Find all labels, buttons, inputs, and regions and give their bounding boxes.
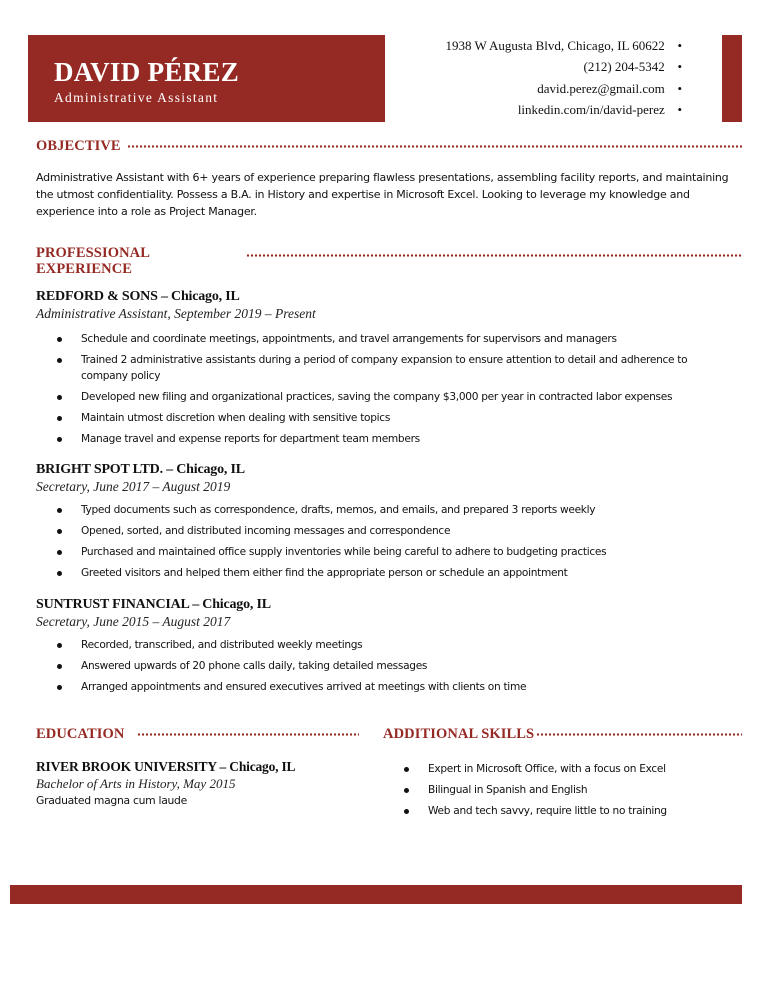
dotted-divider: [127, 145, 742, 148]
contact-address: [445, 35, 682, 56]
job-role: Secretary, June 2017 – August 2019: [36, 479, 231, 494]
bullet-icon: [57, 550, 62, 555]
job-bullets: [57, 502, 717, 586]
list-item: [57, 389, 717, 405]
bullet-text: Recorded, transcribed, and distributed weekly meetings: [81, 639, 363, 651]
bullet-icon: •: [677, 59, 682, 75]
name-banner: [28, 35, 385, 122]
bullet-icon: •: [677, 38, 682, 53]
bullet-icon: [57, 358, 62, 363]
bullet-icon: [57, 529, 62, 534]
honors: Graduated magna cum laude: [36, 794, 187, 807]
footer-accent-bar: [10, 885, 742, 904]
list-item: [57, 565, 717, 581]
list-item: [57, 523, 717, 539]
job-company: SUNTRUST FINANCIAL – Chicago, IL: [36, 597, 271, 612]
skill-text: Bilingual in Spanish and English: [428, 784, 588, 796]
list-item: [57, 331, 717, 347]
linkedin-link[interactable]: linkedin.com/in/david-perez: [517, 101, 665, 117]
bullet-text: Schedule and coordinate meetings, appointments, and travel arrangements for supervisors and managers: [81, 333, 617, 345]
bullet-icon: [404, 767, 409, 772]
bullet-text: Maintain utmost discretion when dealing with sensitive topics: [81, 412, 391, 424]
skills-heading: ADDITIONAL SKILLS: [383, 726, 535, 742]
bullet-icon: [57, 416, 62, 421]
bullet-icon: [57, 337, 62, 342]
bullet-icon: •: [677, 101, 682, 117]
phone-text: (212) 204-5342: [583, 59, 665, 75]
contact-phone: [445, 56, 682, 77]
experience-heading-line2: EXPERIENCE: [36, 261, 133, 277]
list-item: [57, 658, 717, 674]
list-item: [57, 679, 717, 695]
bullet-text: Typed documents such as correspondence, drafts, memos, and emails, and prepared 3 reports weekly: [81, 504, 596, 516]
experience-heading-line1: PROFESSIONAL: [36, 245, 150, 261]
degree: Bachelor of Arts in History, May 2015: [36, 776, 236, 791]
list-item: [404, 803, 744, 819]
dotted-divider: [536, 733, 742, 736]
bullet-icon: [404, 809, 409, 814]
list-item: [57, 431, 717, 447]
address-text: 1938 W Augusta Blvd, Chicago, IL 60622: [445, 38, 665, 53]
accent-side-bar: [722, 35, 742, 122]
job-bullets: [57, 331, 717, 452]
bullet-icon: •: [677, 80, 682, 96]
bullet-icon: [57, 437, 62, 442]
job-role: Secretary, June 2015 – August 2017: [36, 614, 231, 629]
list-item: [57, 410, 717, 426]
bullet-icon: [57, 643, 62, 648]
job-bullets: [57, 637, 717, 700]
bullet-text: Opened, sorted, and distributed incoming messages and correspondence: [81, 525, 451, 537]
bullet-icon: [57, 395, 62, 400]
bullet-text: Developed new filing and organizational practices, saving the company $3,000 per year in contracted labor expenses: [81, 391, 673, 403]
candidate-name: DAVID PÉREZ: [54, 57, 240, 87]
list-item: [57, 352, 717, 384]
bullet-text: Greeted visitors and helped them either find the appropriate person or schedule an appointment: [81, 567, 568, 579]
education-heading: EDUCATION: [36, 726, 125, 742]
job-company: REDFORD & SONS – Chicago, IL: [36, 289, 240, 304]
email-link[interactable]: david.perez@gmail.com: [537, 80, 665, 96]
experience-heading: [36, 245, 150, 277]
job-role: Administrative Assistant, September 2019 – Present: [36, 306, 316, 321]
dotted-divider: [137, 733, 359, 736]
contact-linkedin[interactable]: [445, 99, 682, 120]
dotted-divider: [246, 254, 742, 257]
bullet-text: Arranged appointments and ensured executives arrived at meetings with clients on time: [81, 681, 527, 693]
list-item: [57, 637, 717, 653]
skills-list: [404, 761, 744, 824]
list-item: [404, 761, 744, 777]
bullet-text: Manage travel and expense reports for department team members: [81, 433, 420, 445]
bullet-icon: [57, 508, 62, 513]
job-company: BRIGHT SPOT LTD. – Chicago, IL: [36, 462, 245, 477]
objective-heading: OBJECTIVE: [36, 138, 121, 154]
contact-email[interactable]: [445, 78, 682, 99]
bullet-icon: [57, 664, 62, 669]
candidate-title: Administrative Assistant: [54, 90, 219, 105]
bullet-text: Trained 2 administrative assistants during a period of company expansion to ensure attention to detail and adherence to company policy: [81, 354, 688, 382]
bullet-text: Answered upwards of 20 phone calls daily, taking detailed messages: [81, 660, 428, 672]
school-name: RIVER BROOK UNIVERSITY – Chicago, IL: [36, 759, 296, 774]
skill-text: Web and tech savvy, require little to no training: [428, 805, 667, 817]
skill-text: Expert in Microsoft Office, with a focus on Excel: [428, 763, 666, 775]
bullet-icon: [57, 685, 62, 690]
list-item: [404, 782, 744, 798]
bullet-icon: [57, 571, 62, 576]
list-item: [57, 502, 717, 518]
bullet-text: Purchased and maintained office supply inventories while being careful to adhere to budgeting practices: [81, 546, 607, 558]
bullet-icon: [404, 788, 409, 793]
list-item: [57, 544, 717, 560]
objective-text: Administrative Assistant with 6+ years of experience preparing flawless presentations, assembling facility reports, and maintaining the utmost confidentiality. Possess a B.A. in History and expertise in Microsoft Excel. Looking to leverage my knowledge and experience into a role as Project Manager.: [36, 171, 729, 219]
